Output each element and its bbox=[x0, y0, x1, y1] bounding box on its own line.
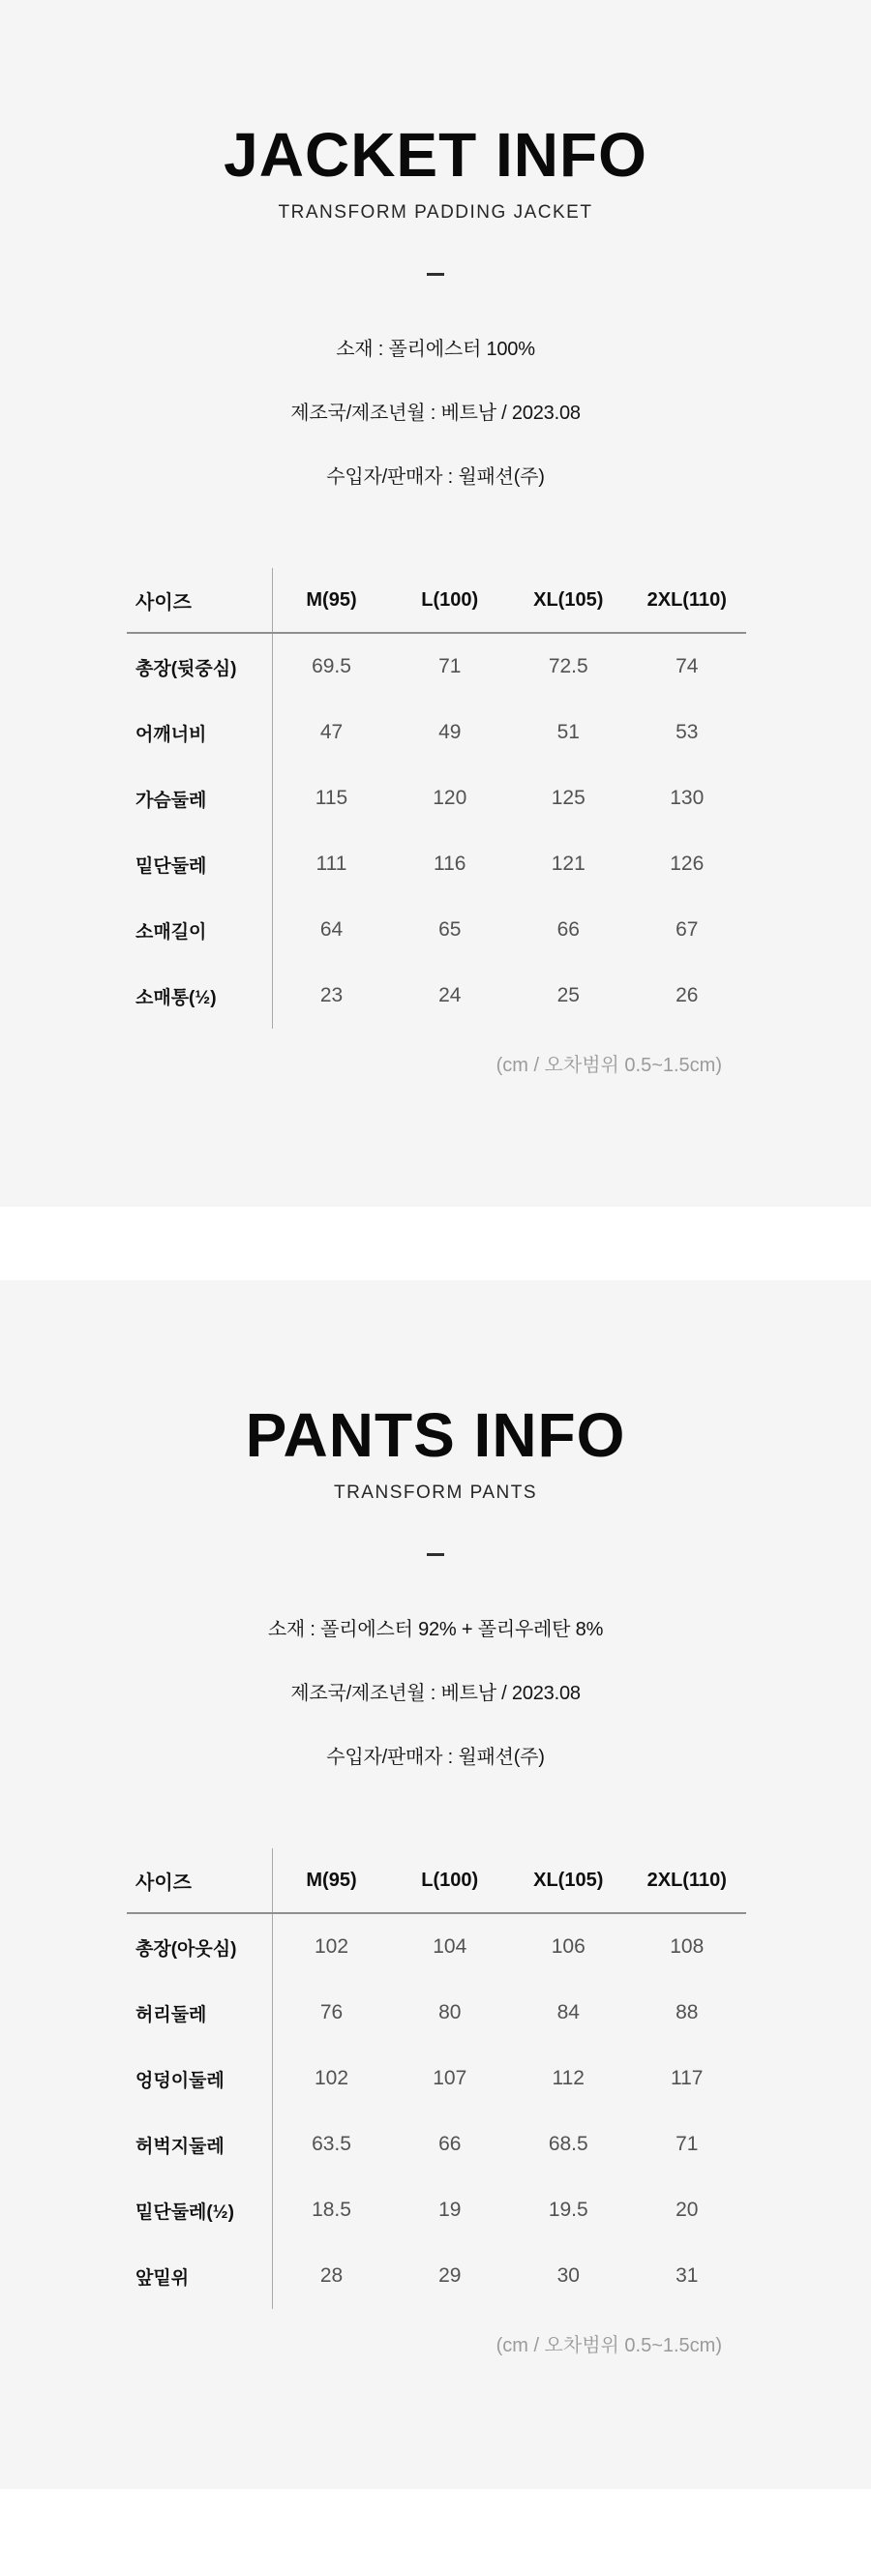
measurement-value: 102 bbox=[314, 1935, 349, 1958]
measurement-value: 66 bbox=[556, 918, 580, 941]
measurement-value: 23 bbox=[319, 984, 344, 1006]
measurement-label: 총장(뒷중심) bbox=[127, 633, 272, 700]
measurement-value: 66 bbox=[438, 2133, 462, 2155]
measurement-value: 51 bbox=[556, 721, 580, 743]
measurement-label: 허리둘레 bbox=[127, 1980, 272, 2046]
measurement-value: 19.5 bbox=[548, 2199, 588, 2221]
pants-size-table bbox=[127, 1848, 746, 2309]
measurement-value: 116 bbox=[434, 853, 466, 875]
measurement-value: 121 bbox=[551, 853, 586, 875]
table-row bbox=[127, 2112, 746, 2177]
measurement-value: 120 bbox=[433, 787, 467, 809]
table-row bbox=[127, 633, 746, 700]
size-header-m: M(95) bbox=[272, 1848, 391, 1913]
size-column-header: 사이즈 bbox=[127, 568, 272, 633]
measurement-label: 어깨너비 bbox=[127, 700, 272, 765]
size-header-l: L(100) bbox=[391, 568, 510, 633]
measurement-value: 30 bbox=[556, 2264, 580, 2287]
size-table-header-row bbox=[127, 1848, 746, 1913]
info-line-material: 소재 : 폴리에스터 100% bbox=[336, 338, 535, 360]
info-line-material: 소재 : 폴리에스터 92% + 폴리우레탄 8% bbox=[267, 1618, 604, 1640]
measurement-value: 67 bbox=[676, 918, 699, 941]
measurement-value: 71 bbox=[676, 2133, 699, 2155]
measurement-value: 111 bbox=[315, 853, 347, 875]
measurement-value: 18.5 bbox=[312, 2199, 351, 2221]
bottom-white-strip bbox=[0, 2489, 871, 2576]
measurement-label: 가슴둘레 bbox=[127, 765, 272, 831]
measurement-value: 20 bbox=[676, 2199, 699, 2221]
table-row bbox=[127, 897, 746, 963]
measurement-value: 19 bbox=[438, 2199, 462, 2221]
unit-tolerance-note: (cm / 오차범위 0.5~1.5cm) bbox=[496, 1055, 722, 1076]
measurement-value: 25 bbox=[556, 984, 580, 1006]
info-line-importer: 수입자/판매자 : 윌패션(주) bbox=[326, 1746, 545, 1768]
size-header-m: M(95) bbox=[272, 568, 391, 633]
measurement-value: 106 bbox=[551, 1935, 586, 1958]
measurement-value: 47 bbox=[319, 721, 344, 743]
measurement-label: 밑단둘레 bbox=[127, 831, 272, 897]
dash-divider bbox=[427, 273, 444, 276]
measurement-value: 29 bbox=[438, 2264, 462, 2287]
info-line-origin: 제조국/제조년월 : 베트남 / 2023.08 bbox=[290, 402, 581, 424]
measurement-value: 107 bbox=[433, 2067, 467, 2089]
measurement-label: 총장(아웃심) bbox=[127, 1913, 272, 1980]
size-header-l: L(100) bbox=[391, 1848, 510, 1913]
measurement-label: 엉덩이둘레 bbox=[127, 2046, 272, 2112]
table-row bbox=[127, 831, 746, 897]
measurement-label: 허벅지둘레 bbox=[127, 2112, 272, 2177]
measurement-value: 31 bbox=[676, 2264, 699, 2287]
measurement-value: 117 bbox=[671, 2067, 704, 2089]
measurement-value: 63.5 bbox=[312, 2133, 351, 2155]
table-row bbox=[127, 963, 746, 1029]
measurement-value: 64 bbox=[319, 918, 344, 941]
measurement-label: 밑단둘레(½) bbox=[127, 2177, 272, 2243]
measurement-value: 26 bbox=[676, 984, 699, 1006]
dash-divider bbox=[427, 1553, 444, 1556]
measurement-value: 74 bbox=[676, 655, 699, 677]
measurement-value: 65 bbox=[438, 918, 462, 941]
measurement-value: 72.5 bbox=[548, 655, 588, 677]
measurement-value: 102 bbox=[314, 2067, 349, 2089]
measurement-value: 125 bbox=[551, 787, 586, 809]
size-header-xl: XL(105) bbox=[509, 568, 628, 633]
section-title: PANTS INFO bbox=[245, 1400, 626, 1470]
measurement-value: 49 bbox=[438, 721, 462, 743]
table-row bbox=[127, 1913, 746, 1980]
measurement-value: 108 bbox=[670, 1935, 705, 1958]
measurement-value: 69.5 bbox=[312, 655, 351, 677]
table-row bbox=[127, 765, 746, 831]
measurement-value: 112 bbox=[552, 2067, 585, 2089]
size-header-xl: XL(105) bbox=[509, 1848, 628, 1913]
size-header-2xl: 2XL(110) bbox=[628, 568, 747, 633]
size-table-header-row bbox=[127, 568, 746, 633]
measurement-value: 115 bbox=[315, 787, 348, 809]
unit-tolerance-note: (cm / 오차범위 0.5~1.5cm) bbox=[496, 2335, 722, 2356]
section-gap bbox=[0, 1207, 871, 1280]
measurement-value: 28 bbox=[319, 2264, 344, 2287]
section-subtitle: TRANSFORM PANTS bbox=[333, 1483, 538, 1503]
info-line-origin: 제조국/제조년월 : 베트남 / 2023.08 bbox=[290, 1682, 581, 1704]
size-header-2xl: 2XL(110) bbox=[628, 1848, 747, 1913]
table-row bbox=[127, 700, 746, 765]
table-row bbox=[127, 2243, 746, 2309]
measurement-value: 126 bbox=[670, 853, 705, 875]
measurement-value: 71 bbox=[438, 655, 462, 677]
measurement-value: 68.5 bbox=[548, 2133, 588, 2155]
section-subtitle: TRANSFORM PADDING JACKET bbox=[278, 202, 593, 223]
pants-info-section bbox=[0, 1280, 871, 2489]
measurement-value: 53 bbox=[676, 721, 699, 743]
product-info-list bbox=[0, 1595, 871, 1786]
measurement-value: 88 bbox=[676, 2001, 699, 2023]
product-info-list bbox=[0, 315, 871, 506]
measurement-label: 소매통(½) bbox=[127, 963, 272, 1029]
measurement-value: 130 bbox=[670, 787, 705, 809]
measurement-value: 84 bbox=[556, 2001, 580, 2023]
measurement-value: 104 bbox=[433, 1935, 467, 1958]
measurement-value: 76 bbox=[319, 2001, 344, 2023]
info-line-importer: 수입자/판매자 : 윌패션(주) bbox=[326, 465, 545, 488]
table-row bbox=[127, 1980, 746, 2046]
measurement-value: 24 bbox=[438, 984, 462, 1006]
table-row bbox=[127, 2046, 746, 2112]
jacket-info-section bbox=[0, 0, 871, 1207]
measurement-value: 80 bbox=[438, 2001, 462, 2023]
measurement-label: 앞밑위 bbox=[127, 2243, 272, 2309]
jacket-size-table bbox=[127, 568, 746, 1029]
size-column-header: 사이즈 bbox=[127, 1848, 272, 1913]
measurement-label: 소매길이 bbox=[127, 897, 272, 963]
section-title: JACKET INFO bbox=[224, 120, 647, 190]
table-row bbox=[127, 2177, 746, 2243]
